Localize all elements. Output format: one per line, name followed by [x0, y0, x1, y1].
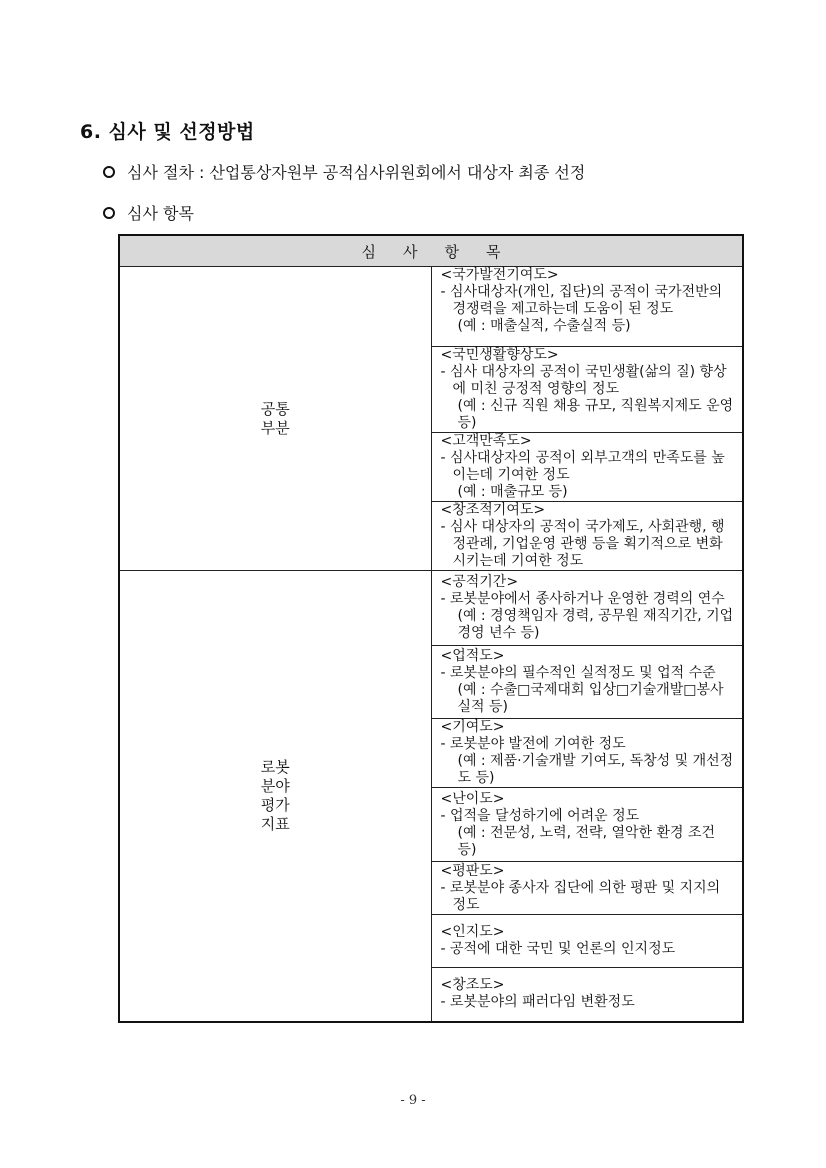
criteria-cell	[431, 502, 743, 571]
criteria-cell	[431, 433, 743, 502]
evaluation-table	[118, 234, 744, 1023]
criteria-title: <인지도>	[440, 924, 505, 940]
bullet-items	[103, 201, 194, 224]
criteria-example: (예 : 수출□국제대회 입상□기술개발□봉사실적 등)	[457, 682, 724, 715]
criteria-cell	[431, 968, 743, 1022]
criteria-desc: - 로봇분야 종사자 집단에 의한 평판 및 지지의 정도	[440, 879, 721, 913]
group-label-line: 평가	[260, 795, 290, 814]
table-header: 심사항목	[119, 235, 743, 267]
group-label-robot	[119, 571, 431, 1022]
criteria-title: <창조적기여도>	[440, 502, 546, 518]
hollow-circle-icon	[103, 207, 115, 219]
criteria-cell	[431, 267, 743, 347]
criteria-desc: - 업적을 달성하기에 어려운 정도	[440, 807, 640, 824]
criteria-desc: - 로봇분야의 패러다임 변환정도	[440, 994, 635, 1011]
group-label-common	[119, 267, 431, 571]
criteria-example: (예 : 전문성, 노력, 전략, 열악한 환경 조건 등)	[457, 824, 716, 858]
criteria-desc: - 로봇분야의 필수적인 실적정도 및 업적 수준	[440, 665, 716, 681]
criteria-title: <국민생활향상도>	[440, 347, 559, 363]
page-number: - 9 -	[400, 1093, 426, 1108]
criteria-desc: - 로봇분야 발전에 기여한 정도	[440, 736, 626, 752]
group-label-line: 로봇	[260, 757, 290, 776]
criteria-cell	[431, 347, 743, 433]
criteria-desc: - 심사대상자(개인, 집단)의 공적이 국가전반의 경쟁력을 제고하는데 도움이 된 정도	[440, 284, 723, 317]
criteria-cell	[431, 862, 743, 915]
criteria-title: <공적기간>	[440, 574, 519, 590]
criteria-example: (예 : 신규 직원 채용 규모, 직원복지제도 운영 등)	[457, 398, 734, 431]
criteria-desc: - 로봇분야에서 종사하거나 운영한 경력의 연수	[440, 591, 725, 607]
section-heading: 6. 심사 및 선정방법	[80, 121, 255, 143]
criteria-example: (예 : 제품·기술개발 기여도, 독창성 및 개선정도 등)	[457, 753, 734, 786]
criteria-cell	[431, 915, 743, 968]
criteria-example: (예 : 매출규모 등)	[457, 484, 568, 500]
criteria-desc: - 심사 대상자의 공적이 국가제도, 사회관행, 행정관례, 기업운영 관행 등을 획기적으로 변화시키는데 기여한 정도	[440, 519, 725, 569]
criteria-desc: - 심사대상자의 공적이 외부고객의 만족도를 높이는데 기여한 정도	[440, 450, 725, 483]
criteria-cell	[431, 646, 743, 719]
criteria-title: <업적도>	[440, 648, 505, 664]
criteria-title: <국가발전기여도>	[440, 267, 559, 283]
criteria-example: (예 : 경영책임자 경력, 공무원 재직기간, 기업경영 년수 등)	[457, 608, 734, 641]
group-label-line: 공통	[260, 399, 290, 418]
bullet-items-text: 심사 항목	[127, 204, 194, 223]
table-row	[119, 267, 743, 347]
group-label-line: 분야	[260, 776, 290, 795]
bullet-procedure-text: 심사 절차 : 산업통상자원부 공적심사위원회에서 대상자 최종 선정	[127, 163, 586, 182]
criteria-desc: - 심사 대상자의 공적이 국민생활(삶의 질) 향상에 미친 긍정적 영향의 정도	[440, 364, 727, 397]
criteria-title: <기여도>	[440, 719, 505, 735]
bullet-procedure	[103, 160, 585, 183]
criteria-title: <고객만족도>	[440, 433, 532, 449]
criteria-cell	[431, 571, 743, 646]
group-label-line: 부분	[260, 418, 290, 437]
hollow-circle-icon	[103, 166, 115, 178]
criteria-cell	[431, 788, 743, 862]
table-header-row	[119, 235, 743, 267]
criteria-example: (예 : 매출실적, 수출실적 등)	[457, 318, 631, 334]
criteria-desc: - 공적에 대한 국민 및 언론의 인지정도	[440, 941, 676, 957]
criteria-cell	[431, 719, 743, 788]
criteria-title: <난이도>	[440, 790, 505, 807]
table-row	[119, 571, 743, 646]
criteria-title: <창조도>	[440, 977, 505, 994]
group-label-line: 지표	[260, 814, 290, 833]
criteria-title: <평판도>	[440, 862, 505, 879]
